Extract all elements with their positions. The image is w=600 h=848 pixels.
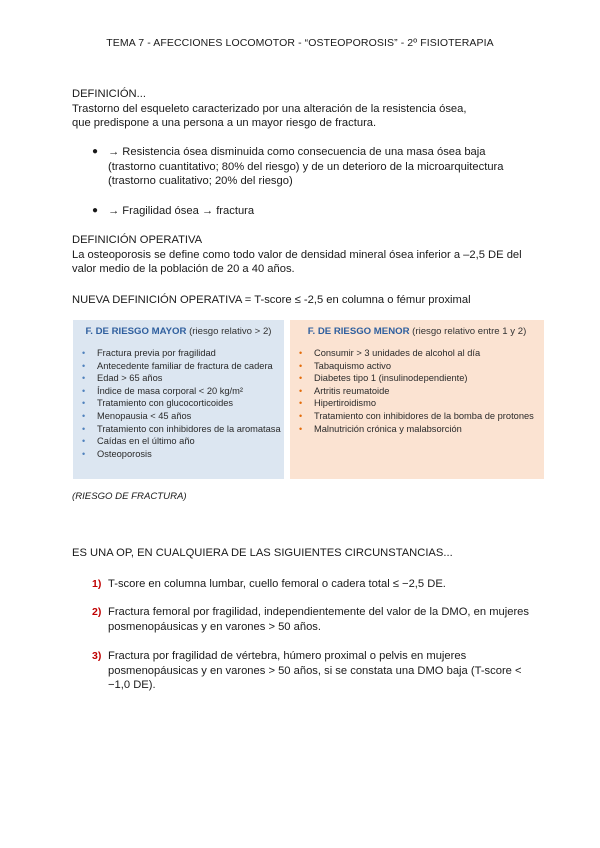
bullet-icon: •	[82, 360, 86, 371]
minor-risk-title-rest: (riesgo relativo entre 1 y 2)	[409, 326, 527, 337]
risk-factor-item	[79, 410, 278, 423]
risk-factor-text: Osteoporosis	[97, 448, 152, 459]
risk-factor-text: Tabaquismo activo	[314, 360, 391, 371]
risk-factor-item	[296, 423, 538, 436]
risk-factor-item	[79, 347, 278, 360]
risk-factor-text: Artritis reumatoide	[314, 385, 390, 396]
item-number: 1)	[92, 578, 102, 590]
risk-factor-item	[296, 410, 538, 423]
definicion-text-line2: que predispone a una persona a un mayor riesgo de fractura.	[72, 117, 377, 129]
major-risk-title	[79, 326, 278, 337]
definicion-section	[72, 87, 552, 131]
risk-factor-text: Antecedente familiar de fractura de cadera	[97, 360, 273, 371]
risk-factor-item	[296, 385, 538, 398]
risk-factor-item	[296, 397, 538, 410]
bullet-line: (trastorno cuantitativo; 80% del riesgo) y de un deterioro de la microarquitectura	[108, 160, 504, 173]
list-item	[92, 577, 537, 592]
risk-factor-item	[79, 423, 281, 436]
bullet-dot-icon: ●	[92, 205, 99, 216]
bullet-icon: •	[299, 373, 303, 384]
nueva-definicion: NUEVA DEFINICIÓN OPERATIVA = T-score ≤ -2,5 en columna o fémur proximal	[72, 294, 471, 306]
risk-factor-text: Tratamiento con inhibidores de la aromatasa	[97, 423, 281, 434]
minor-risk-title	[296, 326, 538, 337]
risk-factor-text: Tratamiento con inhibidores de la bomba de protones	[314, 410, 534, 421]
risk-factor-item	[79, 385, 278, 398]
definicion-bullets	[92, 145, 532, 189]
bullet-icon: •	[82, 423, 86, 434]
risk-factor-item	[296, 347, 538, 360]
risk-factor-item	[296, 372, 538, 385]
numbered-item-3	[92, 649, 537, 693]
numbered-item-1	[92, 577, 537, 592]
operativa-heading: DEFINICIÓN OPERATIVA	[72, 234, 203, 246]
risk-factor-text: Caídas en el último año	[97, 436, 195, 447]
risk-factor-text: Fractura previa por fragilidad	[97, 348, 216, 358]
bullet-icon: •	[82, 398, 86, 409]
risk-factor-text: Hipertiroidismo	[314, 398, 376, 409]
major-risk-list	[79, 347, 281, 460]
bullet-line: (trastorno cualitativo; 20% del riesgo)	[108, 175, 293, 187]
bullet-line: → Resistencia ósea disminuida como consecuencia de una masa ósea baja	[108, 146, 486, 158]
operativa-text-line1: La osteoporosis se define como todo valor de densidad mineral ósea inferior a –2,5 DE del	[72, 248, 522, 261]
table-caption: (RIESGO DE FRACTURA)	[72, 491, 187, 502]
minor-risk-title-strong: F. DE RIESGO MENOR	[307, 326, 410, 337]
list-item	[92, 649, 537, 693]
definicion-text-line1: Trastorno del esqueleto caracterizado por una alteración de la resistencia ósea,	[72, 102, 467, 115]
major-risk-title-strong: F. DE RIESGO MAYOR	[85, 326, 187, 337]
risk-factor-item	[79, 372, 278, 385]
risk-factor-item	[79, 448, 278, 461]
bullet-icon: •	[299, 385, 303, 396]
circunstancias-heading: ES UNA OP, EN CUALQUIERA DE LAS SIGUIENTES CIRCUNSTANCIAS...	[72, 547, 453, 559]
minor-risk-column	[290, 320, 544, 479]
list-item	[92, 605, 537, 634]
item-line: Fractura femoral por fragilidad, independientemente del valor de la DMO, en mujeres	[108, 606, 529, 618]
item-line: posmenopáusicas y en varones > 50 años.	[108, 620, 322, 633]
bullet-icon: •	[82, 373, 86, 384]
risk-factors-table	[73, 320, 544, 479]
bullet-icon: •	[299, 410, 303, 421]
risk-factor-text: Malnutrición crónica y malabsorción	[314, 423, 462, 434]
risk-factor-text: Consumir > 3 unidades de alcohol al día	[314, 348, 481, 358]
risk-factor-item	[296, 360, 538, 373]
risk-factor-item	[79, 360, 278, 373]
definicion-heading: DEFINICIÓN...	[72, 88, 146, 100]
bullet-item	[92, 145, 532, 189]
bullet-icon: •	[82, 448, 86, 459]
item-line: Fractura por fragilidad de vértebra, húmero proximal o pelvis en mujeres	[108, 650, 467, 662]
item-line: posmenopáusicas y en varones > 50 años, si se constata una DMO baja (T-score <	[108, 664, 522, 677]
bullet-item	[92, 204, 532, 219]
risk-factor-text: Edad > 65 años	[97, 373, 163, 384]
definicion-bullets-2	[92, 204, 532, 219]
bullet-icon: •	[82, 348, 86, 358]
bullet-icon: •	[299, 423, 303, 434]
operativa-text-line2: valor medio de la población de 20 a 40 años.	[72, 263, 295, 275]
bullet-icon: •	[82, 410, 86, 421]
risk-factor-text: Menopausia < 45 años	[97, 410, 192, 421]
bullet-icon: •	[299, 348, 303, 358]
item-line: −1,0 DE).	[108, 679, 156, 691]
bullet-line: → Fragilidad ósea → fractura	[108, 205, 255, 217]
minor-risk-list	[296, 347, 538, 435]
item-number: 3)	[92, 650, 102, 662]
bullet-icon: •	[82, 385, 86, 396]
risk-factor-text: Tratamiento con glucocorticoides	[97, 398, 234, 409]
major-risk-column	[73, 320, 284, 479]
bullet-icon: •	[299, 360, 303, 371]
item-line: T-score en columna lumbar, cuello femoral o cadera total ≤ −2,5 DE.	[108, 578, 446, 590]
numbered-item-2	[92, 605, 537, 634]
risk-factor-text: Diabetes tipo 1 (insulinodependiente)	[314, 373, 468, 384]
item-number: 2)	[92, 606, 102, 618]
bullet-icon: •	[82, 436, 86, 447]
bullet-dot-icon: ●	[92, 146, 99, 157]
bullet-icon: •	[299, 398, 303, 409]
page-header: TEMA 7 - AFECCIONES LOCOMOTOR - “OSTEOPOROSIS” - 2º FISIOTERAPIA	[106, 37, 494, 49]
risk-factor-item	[79, 397, 278, 410]
risk-factor-text: Índice de masa corporal < 20 kg/m²	[97, 385, 243, 396]
major-risk-title-rest: (riesgo relativo > 2)	[186, 326, 272, 337]
risk-factor-item	[79, 435, 278, 448]
operativa-section	[72, 233, 552, 277]
